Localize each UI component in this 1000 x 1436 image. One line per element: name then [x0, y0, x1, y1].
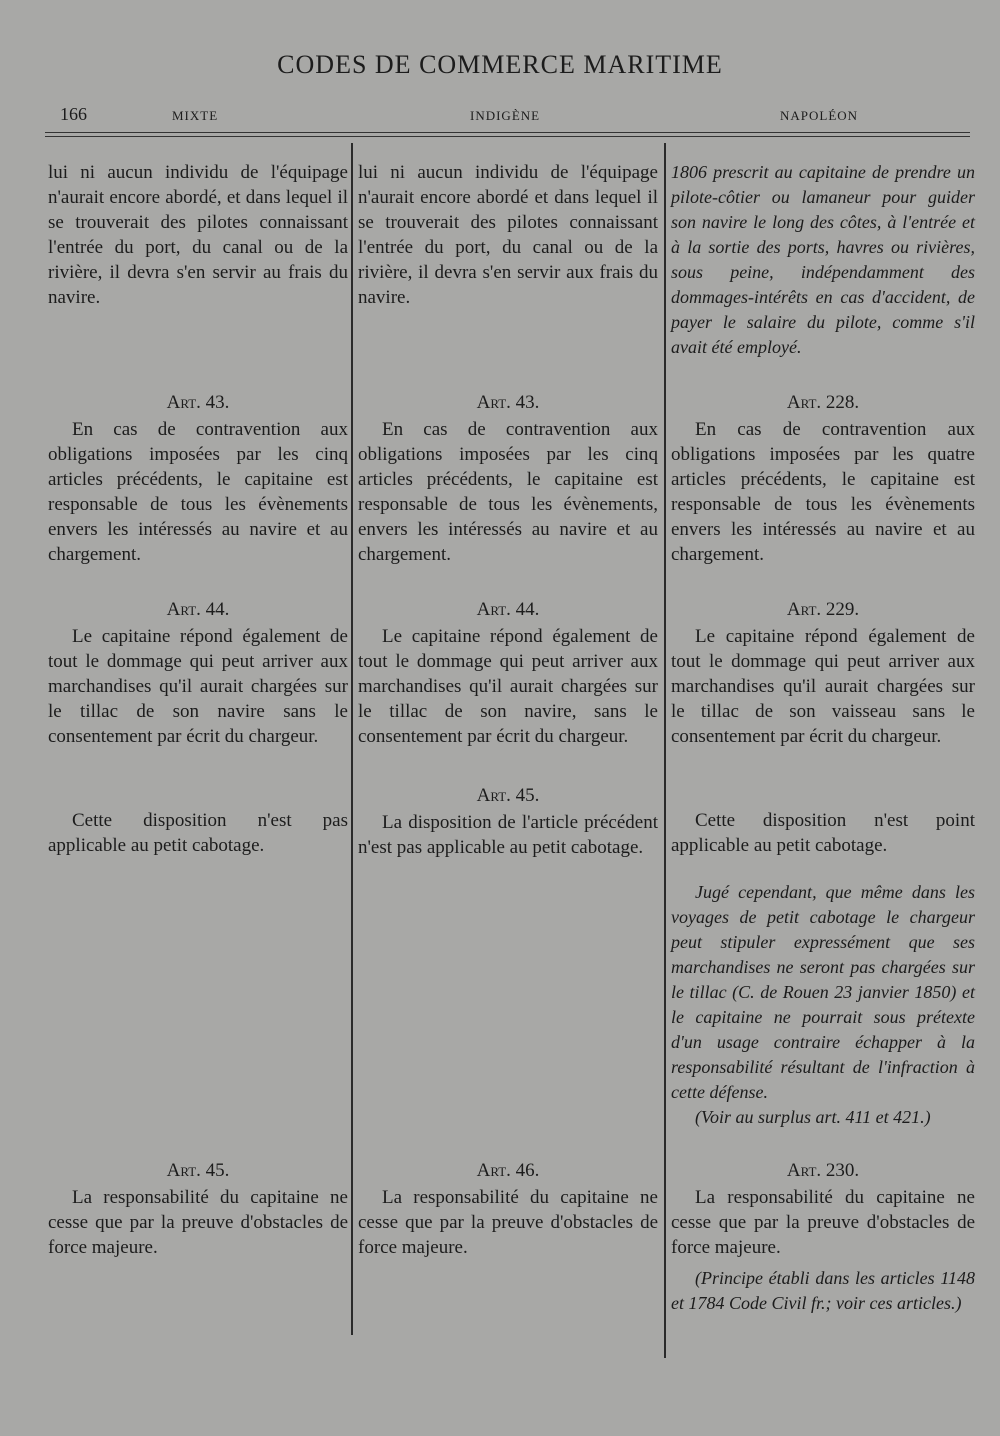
page-number: 166 — [60, 104, 87, 124]
napoleon-art229-note: Cette disposition n'est point applicable au petit cabotage. — [671, 810, 975, 856]
napoleon-art228-label: Art. 228. — [786, 392, 860, 413]
page-title: CODES DE COMMERCE MARITIME — [277, 50, 723, 79]
column-header-napoleon: NAPOLÉON — [780, 108, 859, 123]
napoleon-art228-text: En cas de contravention aux obligations imposées par les quatre articles précédents, le capitaine est responsable de tous les évènements envers les intéressés au navire et au chargement. — [671, 419, 975, 565]
napoleon-art230-note: (Principe établi dans les articles 1148 et 1784 Code Civil fr.; voir ces articles.) — [671, 1268, 975, 1313]
header-rule-double — [45, 136, 970, 137]
header-rule — [45, 132, 970, 133]
indigene-art46-text: La responsabilité du capitaine ne cesse que par la preuve d'obstacles de force majeure. — [358, 1187, 658, 1258]
mixte-art45-text: La responsabilité du capitaine ne cesse que par la preuve d'obstacles de force majeure. — [48, 1187, 348, 1258]
mixte-art43-label: Art. 43. — [166, 392, 230, 413]
mixte-top-text: lui ni aucun individu de l'équipage n'aurait encore abordé, et dans lequel il se trouverait des pilotes connaissant l'entrée du port, du canal ou de la rivière, il devra s'en servir au frais du navire. — [48, 162, 348, 308]
napoleon-top-note: 1806 prescrit au capitaine de prendre un pilote-côtier ou lamaneur pour guider son navire le long des côtes, à l'entrée et à la sortie des ports, havres ou rivières, sous peine, indépendamment des dommages-intérêts en cas d'accident, de payer le salaire du pilote, comme s'il avait été employé. — [671, 162, 975, 357]
indigene-top-text: lui ni aucun individu de l'équipage n'aurait encore abordé et dans lequel il se trouverait des pilotes connaissant l'entrée du port, du canal ou de la rivière, il devra s'en servir aux frais du navire. — [358, 162, 658, 308]
napoleon-art230-text: La responsabilité du capitaine ne cesse que par la preuve d'obstacles de force majeure. — [671, 1187, 975, 1258]
column-divider-left — [351, 143, 353, 1335]
napoleon-art229-label: Art. 229. — [786, 599, 860, 620]
mixte-art44-note: Cette disposition n'est pas applicable au petit cabotage. — [48, 810, 348, 856]
column-divider-right — [664, 143, 666, 1358]
napoleon-art229-see-also: (Voir au surplus art. 411 et 421.) — [695, 1107, 931, 1127]
indigene-art45-text: La disposition de l'article précédent n'est pas applicable au petit cabotage. — [358, 812, 658, 858]
column-header-mixte: MIXTE — [172, 108, 219, 123]
indigene-art45-label: Art. 45. — [476, 785, 540, 806]
napoleon-art229-text: Le capitaine répond également de tout le dommage qui peut arriver aux marchandises qu'il aurait chargées sur le tillac de son vaisseau sans le consentement par écrit du chargeur. — [671, 626, 975, 747]
napoleon-art229-jurisprudence: Jugé cependant, que même dans les voyages de petit cabotage le chargeur peut stipuler expressément que ses marchandises ne seront pas chargées sur le tillac (C. de Rouen 23 janvier 1850) et le capitaine ne pourrait sous prétexte d'un usage contraire échapper à la responsabilité résultant de l'infraction à cette défense. — [671, 882, 975, 1102]
indigene-art43-text: En cas de contravention aux obligations imposées par les cinq articles précédents, le capitaine est responsable de tous les évènements, envers les intéressés au navire et au chargement. — [358, 419, 658, 565]
column-header-indigene: INDIGÈNE — [470, 108, 541, 123]
mixte-art44-text: Le capitaine répond également de tout le dommage qui peut arriver aux marchandises qu'il aurait chargées sur le tillac de son navire sans le consentement par écrit du chargeur. — [48, 626, 348, 747]
mixte-art45-label: Art. 45. — [166, 1160, 230, 1181]
indigene-art44-label: Art. 44. — [476, 599, 540, 620]
indigene-art43-label: Art. 43. — [476, 392, 540, 413]
napoleon-art230-label: Art. 230. — [786, 1160, 860, 1181]
indigene-art44-text: Le capitaine répond également de tout le dommage qui peut arriver aux marchandises qu'il aurait chargées sur le tillac de son navire, sans le consentement par écrit du chargeur. — [358, 626, 658, 747]
indigene-art46-label: Art. 46. — [476, 1160, 540, 1181]
mixte-art44-label: Art. 44. — [166, 599, 230, 620]
mixte-art43-text: En cas de contravention aux obligations imposées par les cinq articles précédents, le capitaine est responsable de tous les évènements envers les intéressés au navire et au chargement. — [48, 419, 348, 565]
